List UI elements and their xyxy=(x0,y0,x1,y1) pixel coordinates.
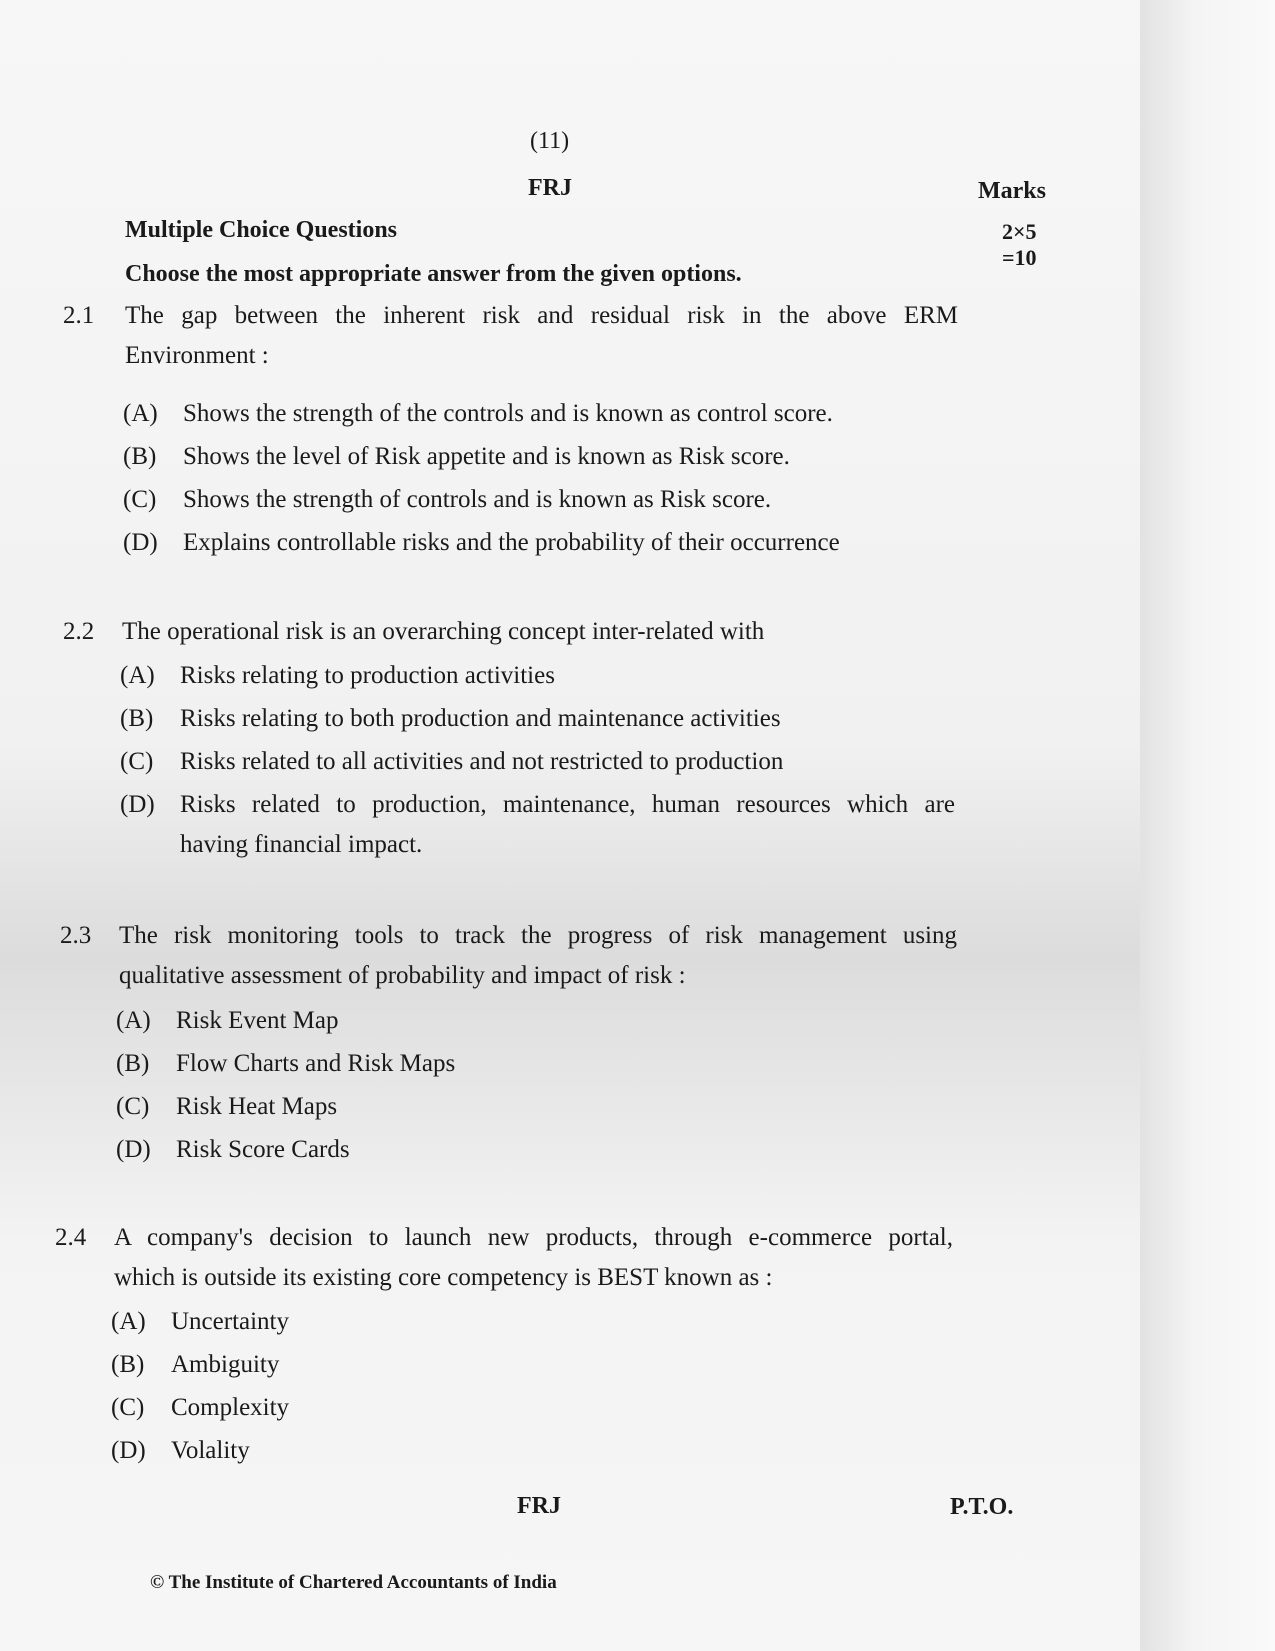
option-text: Shows the strength of the controls and is known as control score. xyxy=(183,400,833,427)
option-text: Explains controllable risks and the probability of their occurrence xyxy=(183,529,840,556)
scan-margin xyxy=(1140,0,1275,1651)
option-letter: (B) xyxy=(123,443,157,470)
option-text: having financial impact. xyxy=(180,831,423,858)
option-text: Risk Event Map xyxy=(176,1007,339,1034)
question-number: 2.3 xyxy=(60,922,92,949)
option-text: Risks relating to production activities xyxy=(180,662,555,689)
option-letter: (C) xyxy=(120,748,154,775)
question-stem-line: which is outside its existing core competency is BEST known as : xyxy=(114,1264,773,1291)
question-stem-line: The operational risk is an overarching concept inter-related with xyxy=(122,618,765,645)
section-marks-line1: 2×5 xyxy=(1002,219,1037,244)
option-letter: (A) xyxy=(116,1007,151,1034)
section-title: Multiple Choice Questions xyxy=(125,217,398,243)
option-text: Risks related to all activities and not restricted to production xyxy=(180,748,784,775)
question-stem-line: The risk monitoring tools to track the progress of risk management using xyxy=(119,922,957,949)
option-letter: (B) xyxy=(111,1351,145,1378)
copyright-notice: © The Institute of Chartered Accountants of India xyxy=(150,1572,557,1593)
option-letter: (D) xyxy=(120,791,155,818)
question-stem-line: qualitative assessment of probability and impact of risk : xyxy=(119,962,686,989)
option-text: Risks relating to both production and maintenance activities xyxy=(180,705,781,732)
option-letter: (D) xyxy=(111,1437,146,1464)
pto-label: P.T.O. xyxy=(950,1494,1014,1520)
option-text: Flow Charts and Risk Maps xyxy=(176,1050,456,1077)
option-letter: (B) xyxy=(120,705,154,732)
marks-label: Marks xyxy=(978,178,1046,204)
paper-code-header: FRJ xyxy=(528,175,572,201)
option-text: Shows the strength of controls and is known as Risk score. xyxy=(183,486,772,513)
option-letter: (C) xyxy=(116,1093,150,1120)
question-stem-line: A company's decision to launch new products, through e-commerce portal, xyxy=(114,1224,953,1251)
option-letter: (A) xyxy=(123,400,158,427)
option-letter: (A) xyxy=(111,1308,146,1335)
option-text: Volality xyxy=(171,1437,250,1464)
section-marks-line2: =10 xyxy=(1002,245,1037,270)
option-text: Risks related to production, maintenance, human resources which are xyxy=(180,791,955,818)
option-text: Complexity xyxy=(171,1394,290,1421)
option-letter: (C) xyxy=(123,486,157,513)
question-stem-line: The gap between the inherent risk and residual risk in the above ERM xyxy=(125,302,958,329)
page-number: (11) xyxy=(530,128,570,154)
option-text: Risk Heat Maps xyxy=(176,1093,338,1120)
option-letter: (C) xyxy=(111,1394,145,1421)
paper-code-footer: FRJ xyxy=(517,1493,561,1519)
option-text: Ambiguity xyxy=(171,1351,280,1378)
question-stem-line: Environment : xyxy=(125,342,269,369)
option-letter: (D) xyxy=(116,1136,151,1163)
section-instruction: Choose the most appropriate answer from the given options. xyxy=(125,261,742,287)
question-number: 2.2 xyxy=(63,618,95,645)
option-letter: (D) xyxy=(123,529,158,556)
option-letter: (B) xyxy=(116,1050,150,1077)
option-text: Uncertainty xyxy=(171,1308,290,1335)
option-letter: (A) xyxy=(120,662,155,689)
option-text: Shows the level of Risk appetite and is known as Risk score. xyxy=(183,443,790,470)
question-number: 2.1 xyxy=(63,302,95,329)
question-number: 2.4 xyxy=(55,1224,87,1251)
option-text: Risk Score Cards xyxy=(176,1136,350,1163)
